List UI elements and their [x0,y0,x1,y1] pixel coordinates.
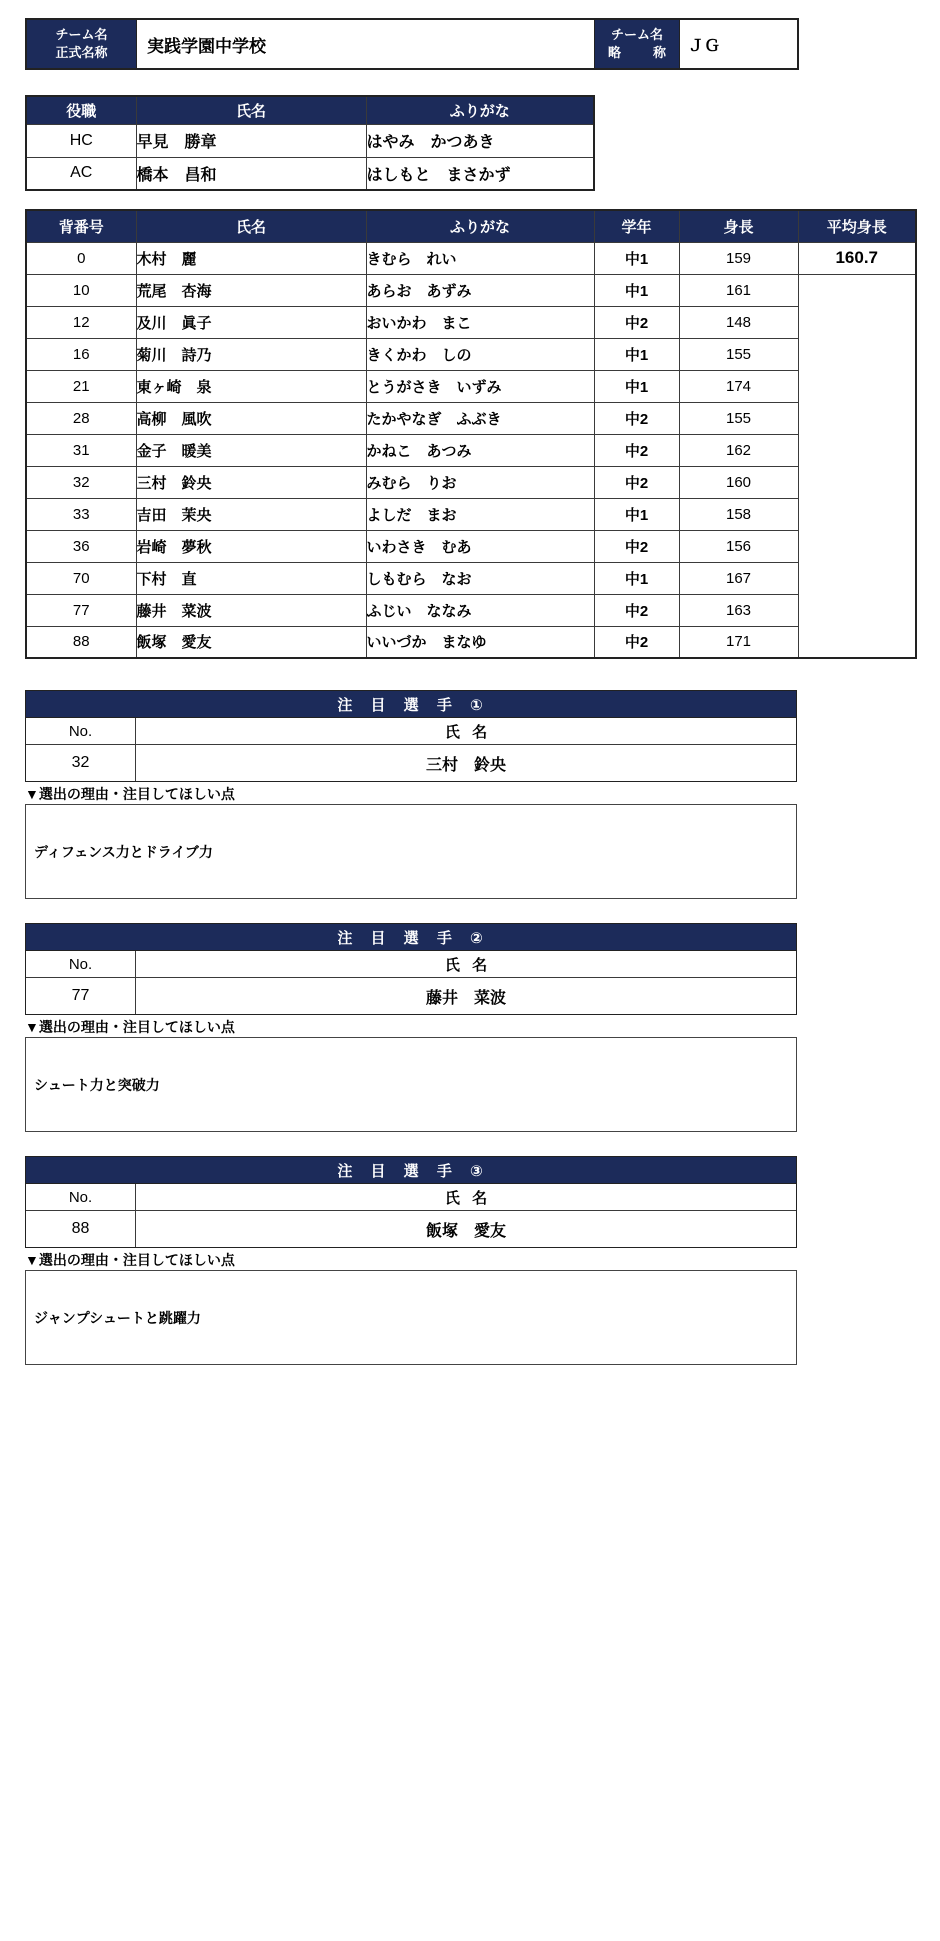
average-height-cell [798,402,916,434]
player-height-cell: 148 [679,306,798,338]
selection-reason-label: ▼選出の理由・注目してほしい点 [25,786,235,802]
player-height-cell: 156 [679,530,798,562]
average-height-cell [798,498,916,530]
player-row [26,594,916,626]
player-number-cell: 10 [26,274,136,306]
player-furigana-cell: よしだ まお [366,498,594,530]
team-abbr-label-line2: 略 称 [608,45,666,60]
player-grade-cell: 中1 [594,562,679,594]
player-header-grade: 学年 [594,210,679,242]
average-height-cell [798,594,916,626]
player-furigana-cell: きくかわ しの [366,338,594,370]
player-grade-cell: 中2 [594,530,679,562]
player-name-cell: 菊川 詩乃 [136,338,366,370]
player-number-cell: 21 [26,370,136,402]
featured-players [25,690,797,1389]
staff-header-furigana: ふりがな [366,96,594,124]
staff-row [26,157,594,190]
selection-reason-label: ▼選出の理由・注目してほしい点 [25,1019,235,1035]
player-height-cell: 155 [679,402,798,434]
player-name-cell: 東ヶ崎 泉 [136,370,366,402]
player-furigana-cell: とうがさき いずみ [366,370,594,402]
featured-player-section [25,923,797,1132]
player-row [26,626,916,658]
player-row [26,370,916,402]
player-furigana-cell: いわさき むあ [366,530,594,562]
player-grade-cell: 中2 [594,402,679,434]
featured-name-header: 氏 名 [444,956,488,974]
featured-name-header: 氏 名 [444,1189,488,1207]
team-name-label [27,20,137,68]
player-height-cell: 160 [679,466,798,498]
player-furigana-cell: ふじい ななみ [366,594,594,626]
player-row [26,530,916,562]
player-height-cell: 167 [679,562,798,594]
player-row [26,242,916,274]
staff-furigana-cell: はしもと まさかず [366,157,594,190]
player-number-cell: 88 [26,626,136,658]
player-name-cell: 岩崎 夢秋 [136,530,366,562]
player-row [26,274,916,306]
featured-player-table [25,1184,797,1248]
player-furigana-cell: おいかわ まこ [366,306,594,338]
player-header-average-height: 平均身長 [798,210,916,242]
player-header-furigana: ふりがな [366,210,594,242]
featured-no-header: No. [26,951,136,977]
team-abbr-label-line1: チーム名 [610,27,663,43]
player-number-cell: 0 [26,242,136,274]
player-number-cell: 70 [26,562,136,594]
player-name-cell: 金子 暖美 [136,434,366,466]
player-number-cell: 33 [26,498,136,530]
player-furigana-cell: いいづか まなゆ [366,626,594,658]
player-grade-cell: 中1 [594,242,679,274]
average-height-cell: 160.7 [798,242,916,274]
player-furigana-cell: きむら れい [366,242,594,274]
player-row [26,338,916,370]
selection-reason-box: シュート力と突破力 [25,1037,797,1132]
team-name-label-line1: チーム名 [55,27,108,43]
player-grade-cell: 中2 [594,466,679,498]
player-row [26,306,916,338]
player-row [26,402,916,434]
staff-header-name: 氏名 [136,96,366,124]
player-row [26,434,916,466]
player-number-cell: 16 [26,338,136,370]
player-height-cell: 162 [679,434,798,466]
player-grade-cell: 中1 [594,498,679,530]
featured-no-header: No. [26,718,136,744]
featured-header-row [26,951,796,978]
player-number-cell: 77 [26,594,136,626]
player-name-cell: 荒尾 杏海 [136,274,366,306]
player-height-cell: 171 [679,626,798,658]
player-row [26,466,916,498]
player-grade-cell: 中2 [594,594,679,626]
player-name-cell: 高柳 風吹 [136,402,366,434]
player-number-cell: 28 [26,402,136,434]
staff-row [26,124,594,157]
player-number-cell: 32 [26,466,136,498]
average-height-cell [798,466,916,498]
team-name-label-line2: 正式名称 [55,45,108,60]
selection-reason-label: ▼選出の理由・注目してほしい点 [25,1252,235,1268]
player-furigana-cell: かねこ あつみ [366,434,594,466]
player-header-height: 身長 [679,210,798,242]
featured-player-number: 77 [26,978,136,1014]
player-furigana-cell: たかやなぎ ふぶき [366,402,594,434]
average-height-cell [798,626,916,658]
player-furigana-cell: しもむら なお [366,562,594,594]
player-furigana-cell: あらお あずみ [366,274,594,306]
player-name-cell: 下村 直 [136,562,366,594]
player-row [26,562,916,594]
player-name-cell: 三村 鈴央 [136,466,366,498]
featured-value-row [26,978,796,1014]
player-number-cell: 36 [26,530,136,562]
selection-reason-box: ディフェンス力とドライブ力 [25,804,797,899]
featured-player-number: 32 [26,745,136,781]
staff-furigana-cell: はやみ かつあき [366,124,594,157]
average-height-cell [798,338,916,370]
player-number-cell: 31 [26,434,136,466]
player-height-cell: 155 [679,338,798,370]
player-name-cell: 及川 眞子 [136,306,366,338]
player-height-cell: 161 [679,274,798,306]
featured-value-row [26,1211,796,1247]
average-height-cell [798,274,916,306]
player-grade-cell: 中2 [594,306,679,338]
featured-name-header: 氏 名 [444,723,488,741]
featured-player-section [25,690,797,899]
player-grade-cell: 中1 [594,274,679,306]
player-name-cell: 木村 麗 [136,242,366,274]
average-height-cell [798,562,916,594]
player-grade-cell: 中1 [594,370,679,402]
featured-player-table [25,718,797,782]
featured-player-section [25,1156,797,1365]
staff-role-cell: HC [26,124,136,157]
team-abbr-value: ＪＧ [688,37,721,55]
player-height-cell: 163 [679,594,798,626]
team-name-box [25,18,799,70]
staff-header-role: 役職 [26,96,136,124]
featured-player-number: 88 [26,1211,136,1247]
staff-role-cell: AC [26,157,136,190]
player-number-cell: 12 [26,306,136,338]
player-grade-cell: 中2 [594,434,679,466]
player-height-cell: 158 [679,498,798,530]
staff-header-row [26,96,594,124]
team-abbr-label [595,20,680,68]
player-name-cell: 飯塚 愛友 [136,626,366,658]
featured-section-title: 注 目 選 手 ③ [25,1156,797,1184]
featured-header-row [26,718,796,745]
player-header-row [26,210,916,242]
player-grade-cell: 中1 [594,338,679,370]
player-name-cell: 藤井 菜波 [136,594,366,626]
featured-player-name: 藤井 菜波 [425,989,506,1007]
average-height-cell [798,434,916,466]
player-furigana-cell: みむら りお [366,466,594,498]
staff-name-cell: 橋本 昌和 [136,157,366,190]
average-height-cell [798,530,916,562]
average-height-cell [798,370,916,402]
average-height-cell [798,306,916,338]
featured-section-title: 注 目 選 手 ① [25,690,797,718]
featured-player-name: 飯塚 愛友 [425,1222,506,1240]
featured-player-name: 三村 鈴央 [425,756,506,774]
featured-player-table [25,951,797,1015]
player-name-cell: 吉田 茉央 [136,498,366,530]
player-grade-cell: 中2 [594,626,679,658]
featured-section-title: 注 目 選 手 ② [25,923,797,951]
featured-value-row [26,745,796,781]
player-height-cell: 174 [679,370,798,402]
player-table [25,209,917,659]
player-height-cell: 159 [679,242,798,274]
featured-header-row [26,1184,796,1211]
team-name-value: 実践学園中学校 [137,20,595,68]
featured-no-header: No. [26,1184,136,1210]
staff-name-cell: 早見 勝章 [136,124,366,157]
selection-reason-box: ジャンプシュートと跳躍力 [25,1270,797,1365]
staff-table [25,95,595,191]
player-header-number: 背番号 [26,210,136,242]
player-row [26,498,916,530]
player-header-name: 氏名 [136,210,366,242]
